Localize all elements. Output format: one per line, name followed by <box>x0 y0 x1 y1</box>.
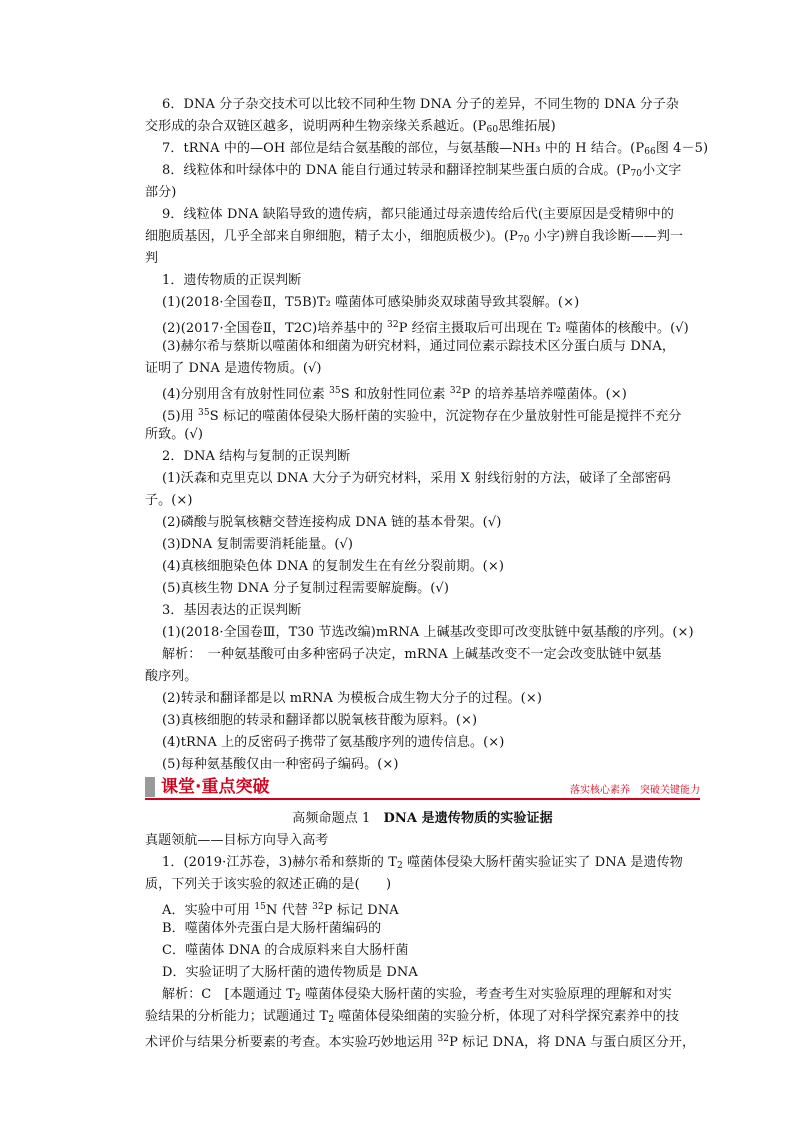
item-9-line-2: 细胞质基因，几乎全部来自卵细胞，精子太小，细胞质极少)。($P_{70}$ 小字)辨自我诊断——判一 <box>145 229 684 245</box>
answer-line-1: 解析：C [本题通过 $T_2$ 噬菌体侵染大肠杆菌的实验，考查考生对实验原理的理解和对实 <box>162 987 672 1003</box>
judge-3-4: (4)tRNA 上的反密码子携带了氨基酸序列的遗传信息。(×) <box>162 735 505 750</box>
judge-2-3: (3)DNA 复制需要消耗能量。(√) <box>162 537 354 552</box>
judge-1-3-line-1: (3)赫尔希与蔡斯以噬菌体和细菌为研究材料，通过同位素示踪技术区分蛋白质与 DNA， <box>162 339 675 354</box>
item-6-line-2: 交形成的杂合双链区越多，说明两种生物亲缘关系越近。($P_{60}$思维拓展) <box>145 119 556 135</box>
judge-3-2: (2)转录和翻译都是以 mRNA 为模板合成生物大分子的过程。(×) <box>162 691 542 706</box>
section-title: 高频命题点 1 DNA 是遗传物质的实验证据 <box>292 811 553 826</box>
judge-2-5: (5)真核生物 DNA 分子复制过程需要解旋酶。(√) <box>162 581 449 596</box>
judge-1-3-line-2: 证明了 DNA 是遗传物质。(√) <box>145 361 322 376</box>
judge-1-1: (1)(2018·全国卷Ⅱ，T5B)T₂ 噬菌体可感染肺炎双球菌导致其裂解。(×) <box>162 295 580 310</box>
section-lead: 真题领航——目标方向导入高考 <box>145 833 329 848</box>
item-8-line-1: 8．线粒体和叶绿体中的 DNA 能自行通过转录和翻译控制某些蛋白质的合成。($P_{70}$小文字 <box>162 163 682 179</box>
judge-2-1-line-2: 子。(×) <box>145 493 193 508</box>
judge-1-5-line-1: (5)用 $^{35}$S 标记的噬菌体侵染大肠杆菌的实验中，沉淀物存在少量放射性可能是搅拌不充分 <box>162 408 682 424</box>
answer-line-3: 术评价与结果分析要素的考查。本实验巧妙地运用 $^{32}$P 标记 DNA，将 DNA 与蛋白质区分开， <box>145 1034 696 1050</box>
option-c: C．噬菌体 DNA 的合成原料来自大肠杆菌 <box>162 943 409 958</box>
banner-title: 课堂·重点突破 <box>161 777 270 797</box>
question-1-line-2: 质，下列关于该实验的叙述正确的是( ) <box>145 877 392 892</box>
judge-3-1-analysis: 解析： 一种氨基酸可由多种密码子决定，mRNA 上碱基改变不一定会改变肽链中氨基 <box>162 647 662 662</box>
judge-2-2: (2)磷酸与脱氧核糖交替连接构成 DNA 链的基本骨架。(√) <box>162 515 502 530</box>
option-a: A．实验中可用 $^{15}$N 代替 $^{32}$P 标记 DNA <box>162 902 399 918</box>
judge-1-2: (2)(2017·全国卷Ⅱ，T2C)培养基中的 $^{32}$P 经宿主摄取后可出现在 T₂ 噬菌体的核酸中。(√) <box>162 320 689 336</box>
heading-genetic-material: 1．遗传物质的正误判断 <box>162 273 302 288</box>
option-d: D．实验证明了大肠杆菌的遗传物质是 DNA <box>162 965 418 980</box>
item-6-line-1: 6．DNA 分子杂交技术可以比较不同种生物 DNA 分子的差异，不同生物的 DNA 分子杂 <box>162 97 679 112</box>
judge-2-1-line-1: (1)沃森和克里克以 DNA 大分子为研究材料，采用 X 射线衍射的方法，破译了全部密码 <box>162 471 671 486</box>
banner-accent-bar <box>145 777 155 797</box>
banner-divider <box>145 798 700 800</box>
section-banner <box>145 776 700 798</box>
item-7: 7．tRNA 中的—OH 部位是结合氨基酸的部位，与氨基酸—NH₃ 中的 H 结合。($P_{66}$图 4－5) <box>162 141 709 157</box>
judge-1-4: (4)分别用含有放射性同位素 $^{35}$S 和放射性同位素 $^{32}$P 的培养基培养噬菌体。(×) <box>162 386 627 402</box>
heading-dna-structure: 2．DNA 结构与复制的正误判断 <box>162 449 351 464</box>
judge-1-5-line-2: 所致。(√) <box>145 427 204 442</box>
judge-3-1: (1)(2018·全国卷Ⅲ，T30 节选改编)mRNA 上碱基改变即可改变肽链中氨基酸的序列。(×) <box>162 625 694 640</box>
judge-2-4: (4)真核细胞染色体 DNA 的复制发生在有丝分裂前期。(×) <box>162 559 505 574</box>
judge-3-3: (3)真核细胞的转录和翻译都以脱氧核苷酸为原料。(×) <box>162 713 478 728</box>
answer-line-2: 验结果的分析能力；试题通过 $T_2$ 噬菌体侵染细菌的实验分析，体现了对科学探究素养中的技 <box>145 1009 679 1025</box>
judge-3-5: (5)每种氨基酸仅由一种密码子编码。(×) <box>162 757 399 772</box>
banner-subtitle: 落实核心素养 突破关键能力 <box>570 785 700 796</box>
item-9-line-3: 判 <box>145 251 159 266</box>
option-b: B．噬菌体外壳蛋白是大肠杆菌编码的 <box>162 921 382 936</box>
item-8-line-2: 部分) <box>145 185 177 200</box>
question-1-line-1: 1．(2019·江苏卷，3)赫尔希和蔡斯的 $T_2$ 噬菌体侵染大肠杆菌实验证实了 DNA 是遗传物 <box>162 855 683 871</box>
item-9-line-1: 9．线粒体 DNA 缺陷导致的遗传病，都只能通过母亲遗传给后代(主要原因是受精卵中的 <box>162 207 674 222</box>
heading-gene-expression: 3．基因表达的正误判断 <box>162 603 302 618</box>
judge-3-1-analysis-2: 酸序列。 <box>145 669 198 684</box>
